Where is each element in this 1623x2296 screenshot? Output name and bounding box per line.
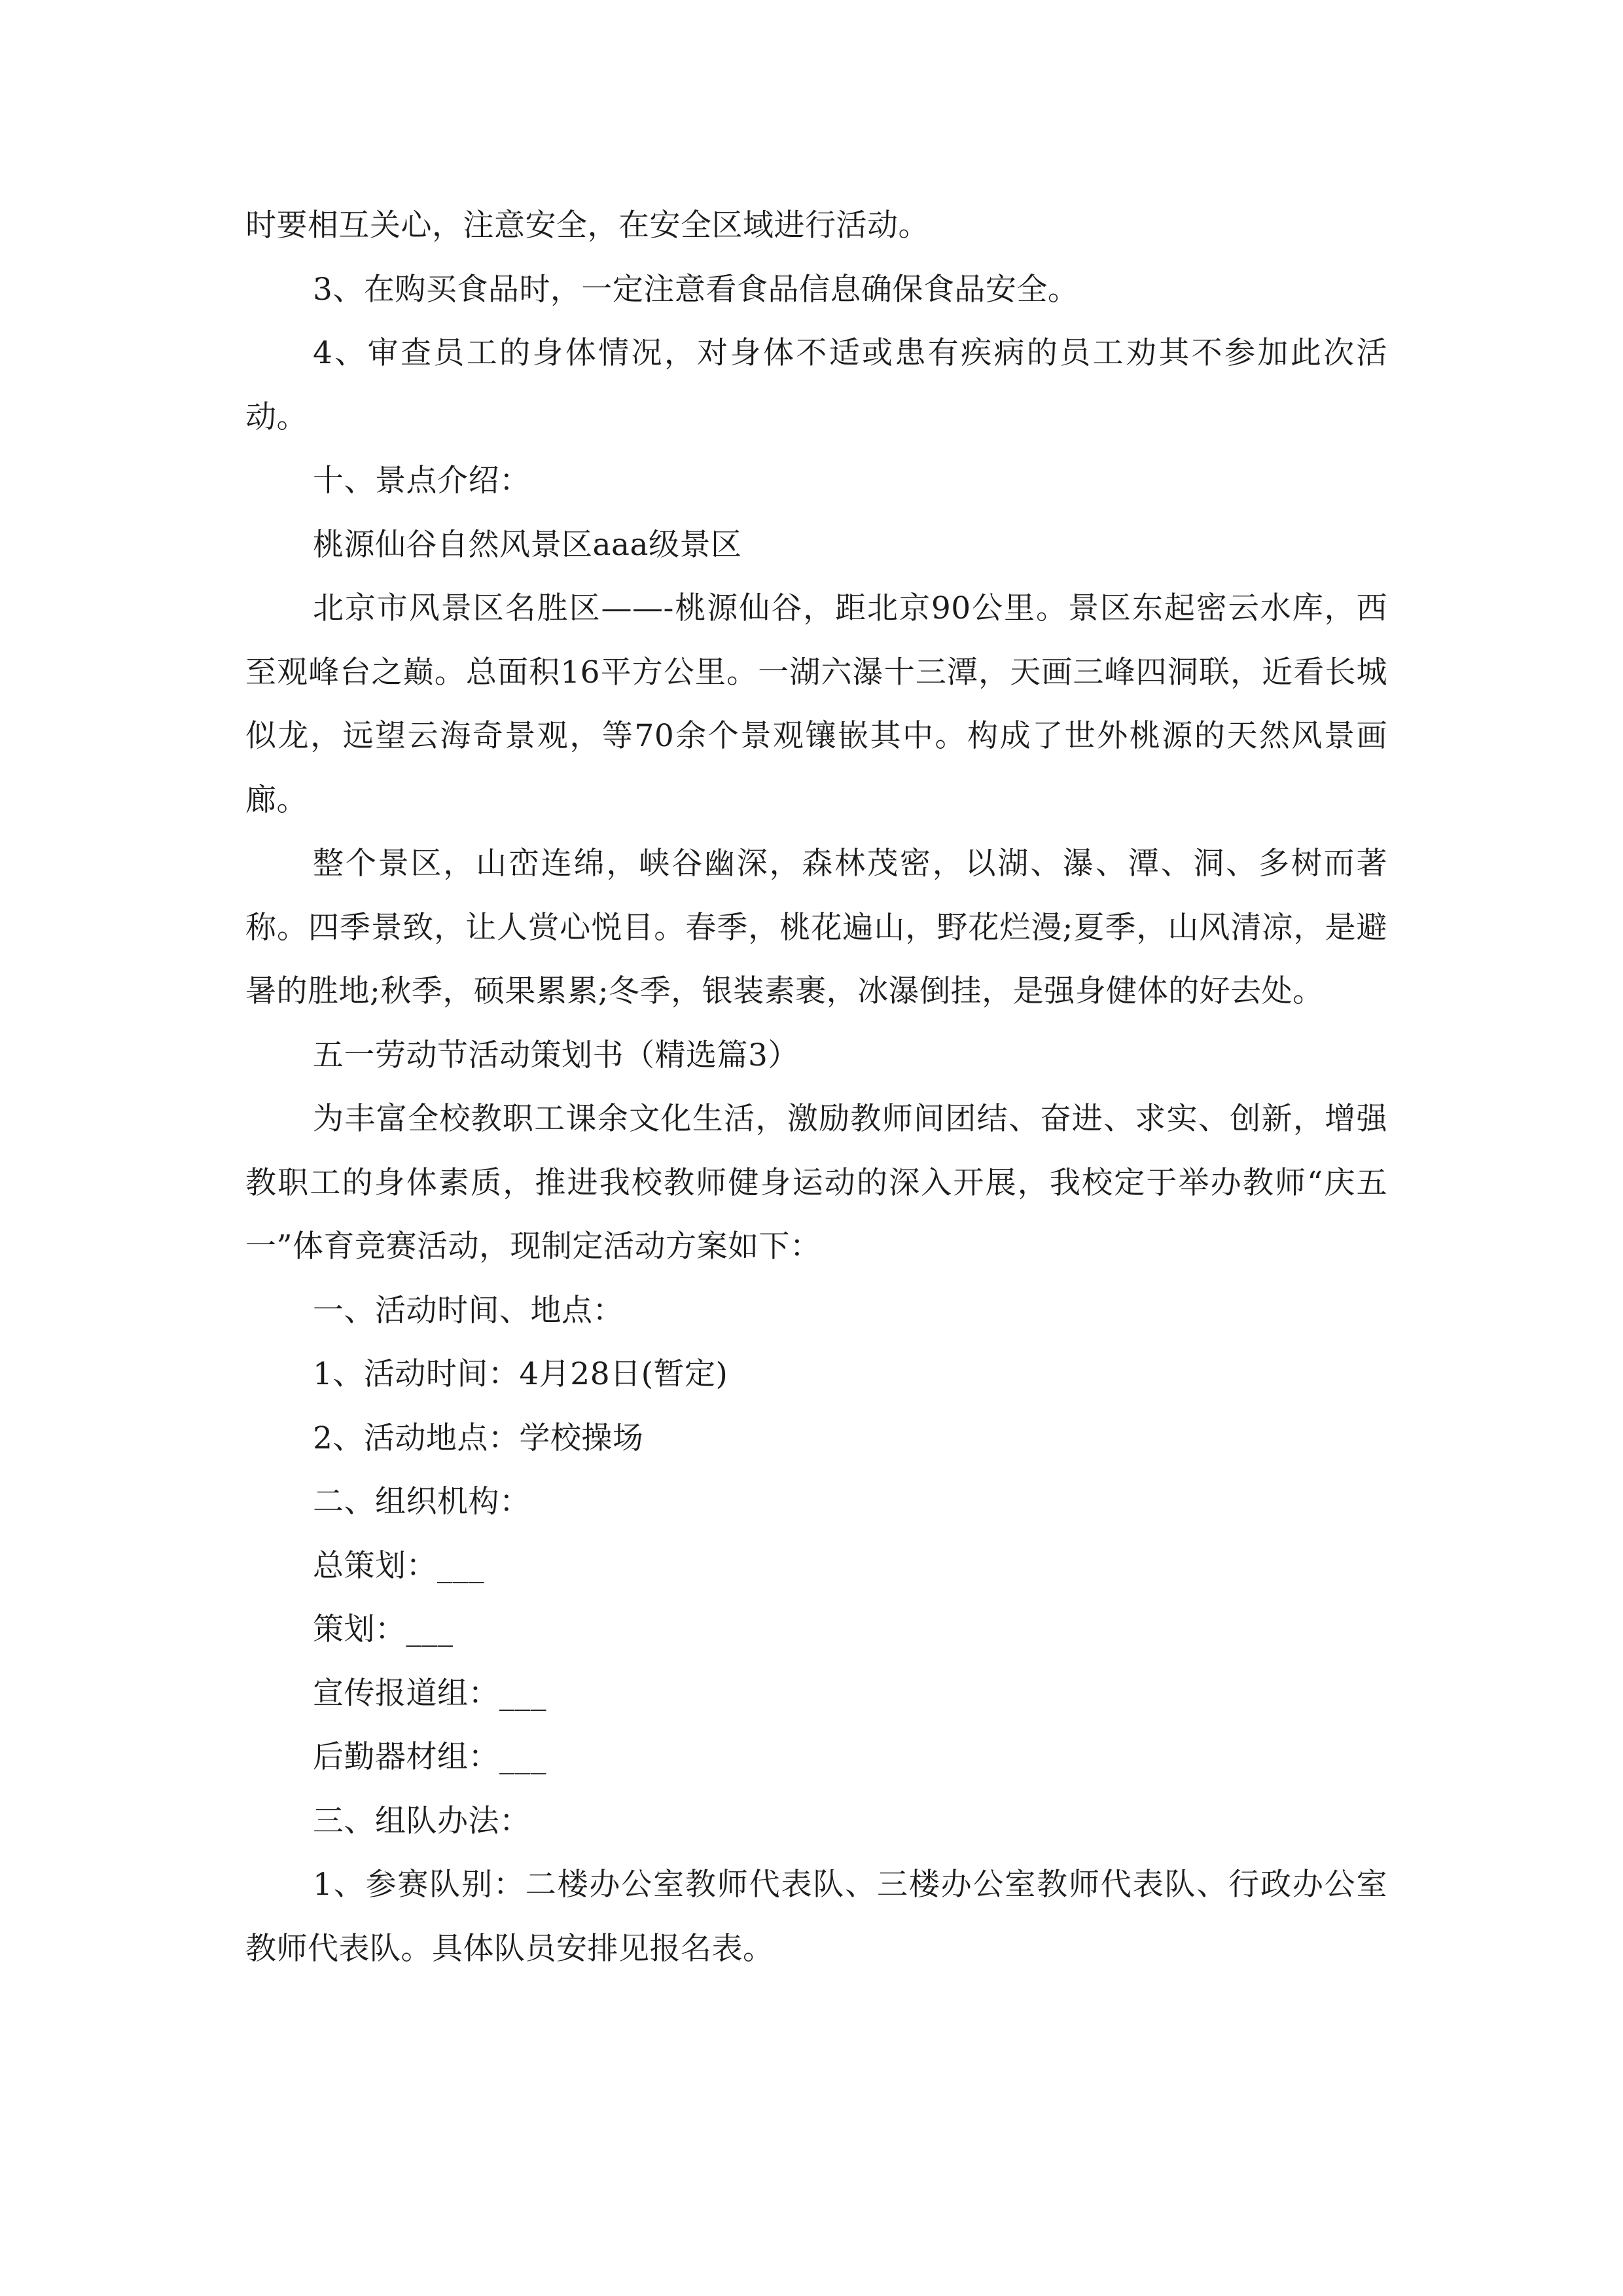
section-heading: 三、组队办法： <box>313 1803 531 1839</box>
paragraph: 1、参赛队别：二楼办公室教师代表队、三楼办公室教师代表队、行政办公室教师代表队。具体队员安排见报名表。 <box>245 1867 1387 1967</box>
section-heading: 一、活动时间、地点： <box>313 1292 624 1329</box>
paragraph: 总策划：___ <box>313 1547 484 1584</box>
paragraph: 时要相互关心，注意安全，在安全区域进行活动。 <box>245 207 929 243</box>
article-title: 五一劳动节活动策划书（精选篇3） <box>313 1037 799 1073</box>
paragraph: 2、活动地点：学校操场 <box>313 1420 644 1456</box>
paragraph: 策划：___ <box>313 1611 454 1647</box>
paragraph: 4、审查员工的身体情况，对身体不适或患有疾病的员工劝其不参加此次活动。 <box>245 335 1387 435</box>
paragraph: 后勤器材组：___ <box>313 1739 546 1775</box>
paragraph: 宣传报道组：___ <box>313 1675 546 1712</box>
paragraph: 为丰富全校教职工课余文化生活，激励教师间团结、奋进、求实、创新，增强教职工的身体素质，推进我校教师健身运动的深入开展，我校定于举办教师“庆五一”体育竞赛活动，现制定活动方案如下： <box>245 1101 1387 1265</box>
paragraph: 3、在购买食品时，一定注意看食品信息确保食品安全。 <box>313 271 1079 308</box>
paragraph: 1、活动时间：4月28日(暂定) <box>313 1356 728 1392</box>
section-heading: 十、景点介绍： <box>313 463 531 499</box>
paragraph: 整个景区，山峦连绵，峡谷幽深，森林茂密，以湖、瀑、潭、洞、多树而著称。四季景致，让人赏心悦目。春季，桃花遍山，野花烂漫;夏季，山风清凉，是避暑的胜地;秋季，硕果累累;冬季，银装素裹，冰瀑倒挂，是强身健体的好去处。 <box>245 846 1387 1009</box>
paragraph: 桃源仙谷自然风景区aaa级景区 <box>313 526 742 563</box>
document-body <box>245 194 1387 1981</box>
section-heading: 二、组织机构： <box>313 1484 531 1520</box>
paragraph: 北京市风景区名胜区——-桃源仙谷，距北京90公里。景区东起密云水库，西至观峰台之巅。总面积16平方公里。一湖六瀑十三潭，天画三峰四洞联，近看长城似龙，远望云海奇景观，等70余个景观镶嵌其中。构成了世外桃源的天然风景画廊。 <box>245 590 1387 818</box>
